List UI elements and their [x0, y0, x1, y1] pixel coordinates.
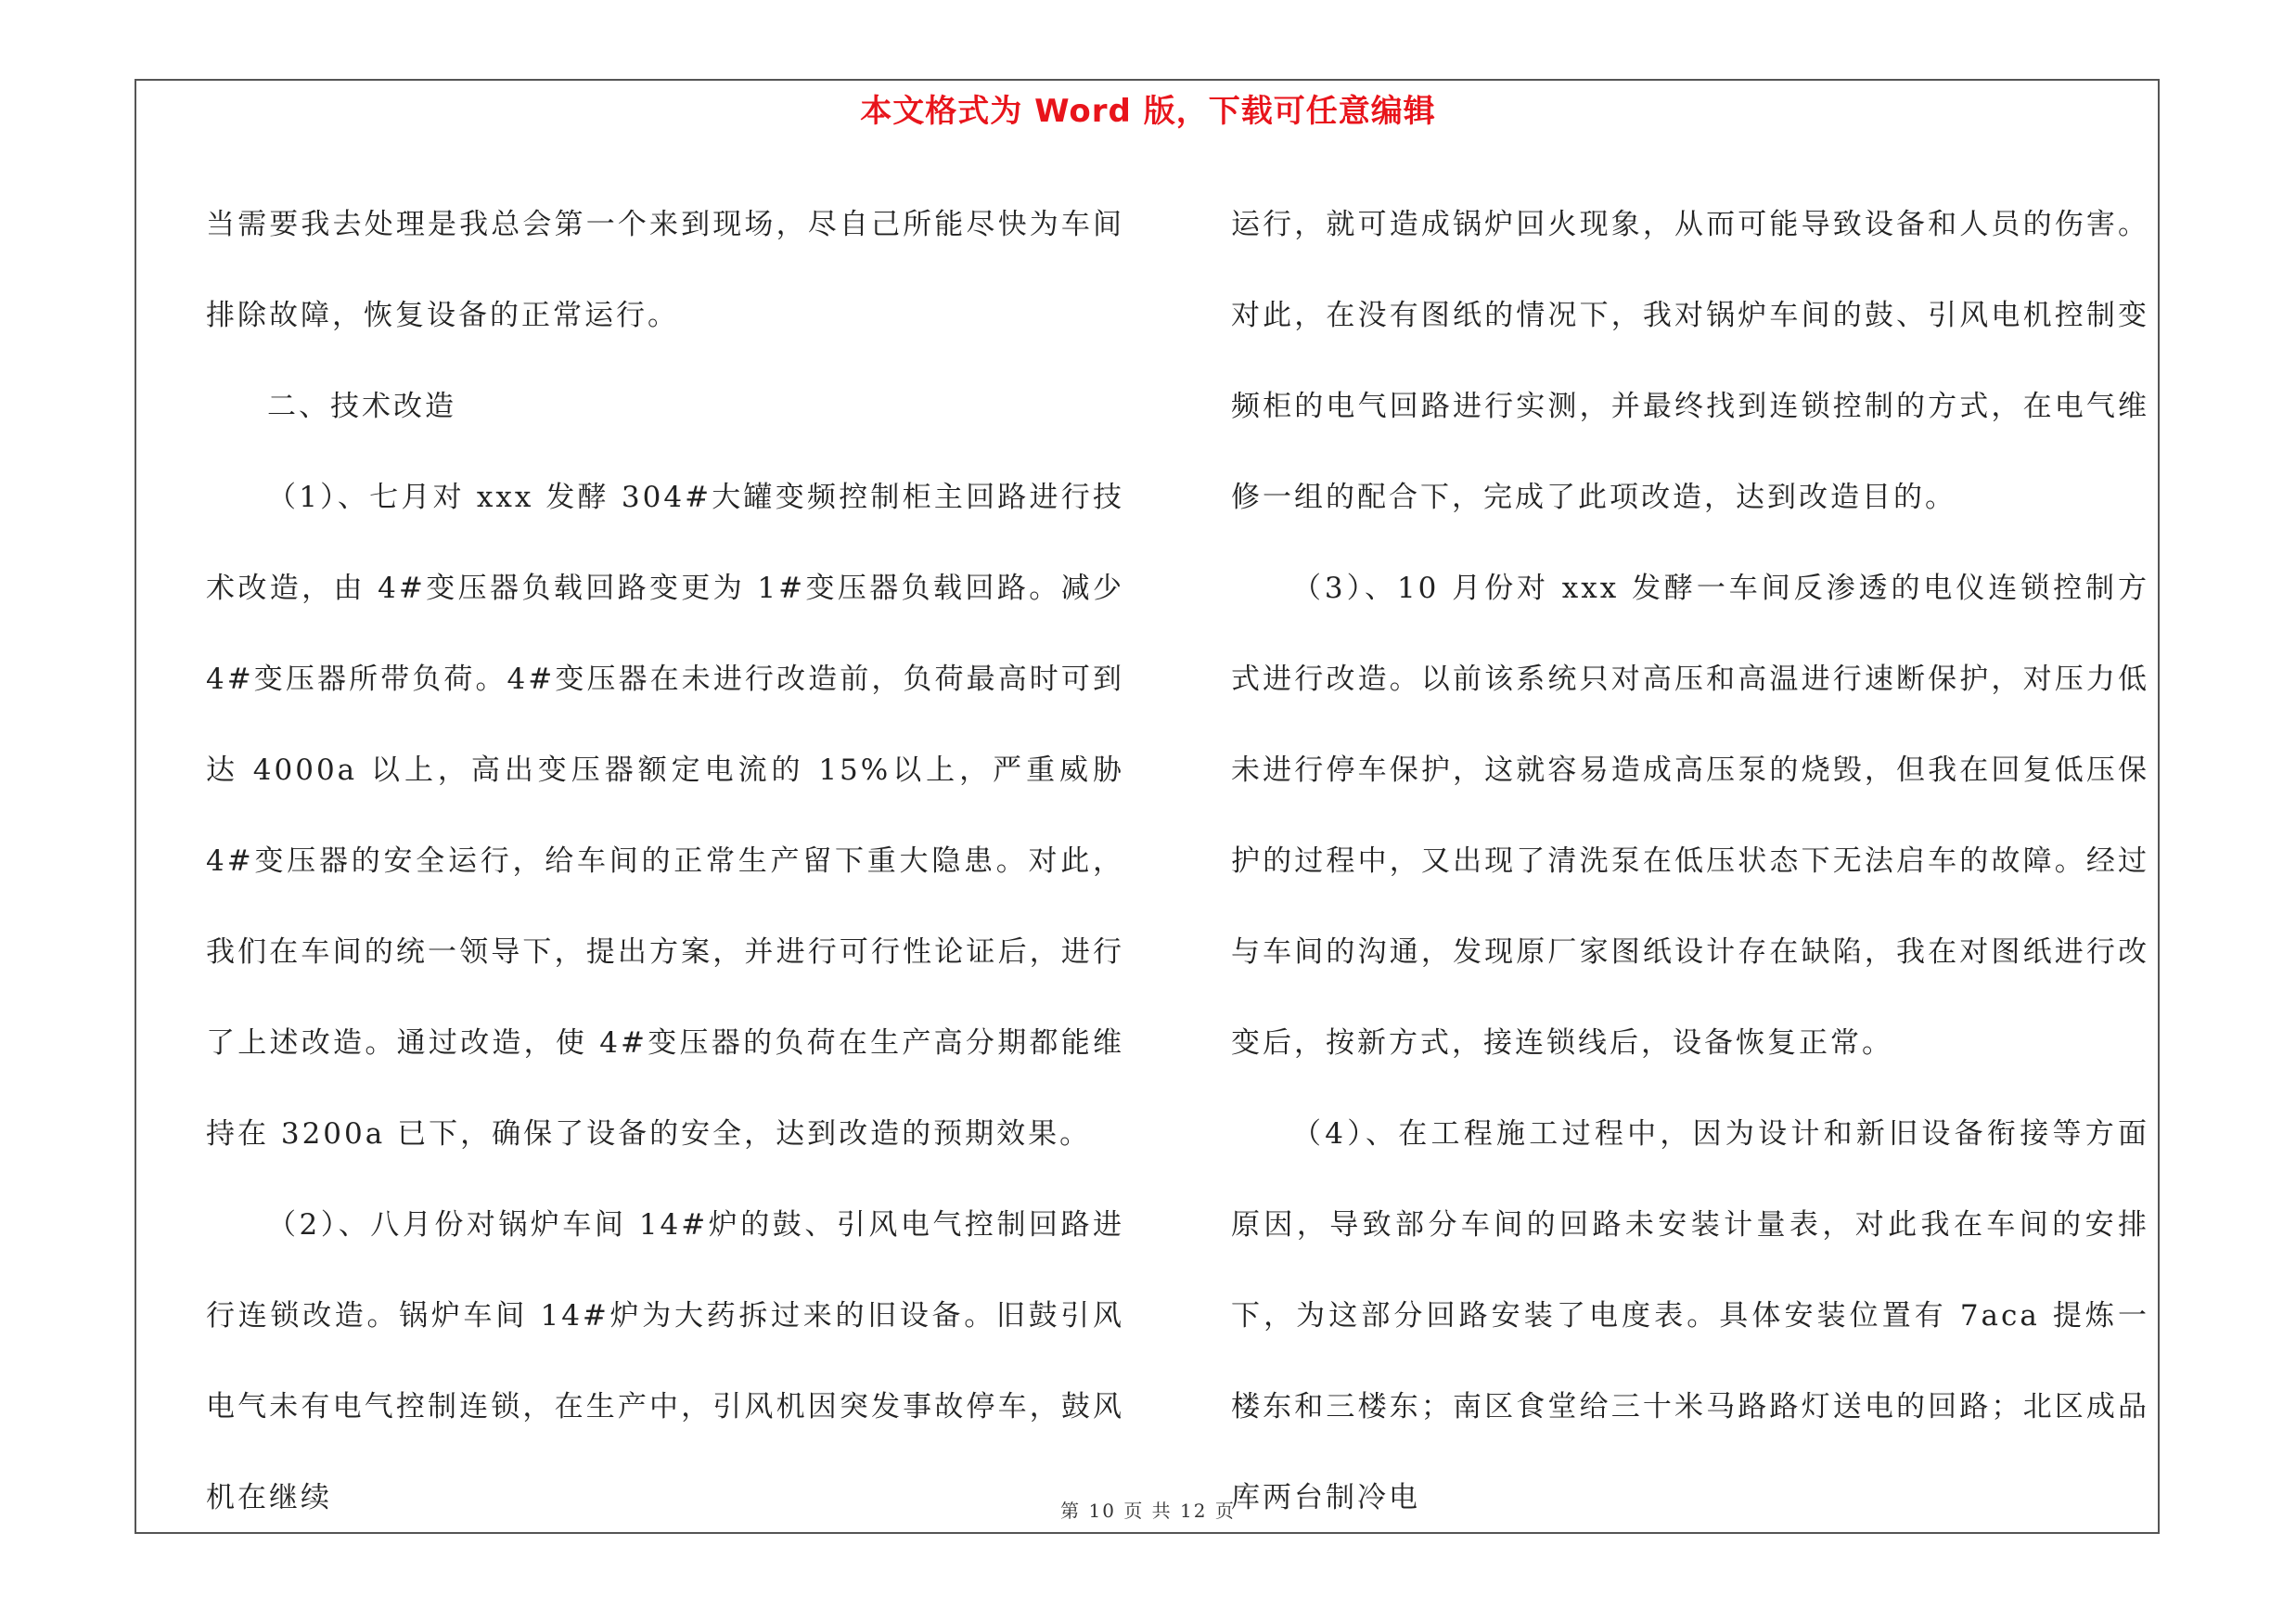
paragraph-continued: 当需要我去处理是我总会第一个来到现场，尽自己所能尽快为车间排除故障，恢复设备的正常运行。 [206, 208, 1124, 332]
page-number: 第 10 页 共 12 页 [1060, 1500, 1236, 1522]
right-column [1231, 179, 2149, 1543]
paragraph-continued-right: 运行，就可造成锅炉回火现象，从而可能导致设备和人员的伤害。对此，在没有图纸的情况下，我对锅炉车间的鼓、引风电机控制变频柜的电气回路进行实测，并最终找到连锁控制的方式，在电气维修一组的配合下，完成了此项改造，达到改造目的。 [1231, 208, 2149, 514]
paragraph-item-4: （4）、在工程施工过程中，因为设计和新旧设备衔接等方面原因，导致部分车间的回路未安装计量表，对此我在车间的安排下，为这部分回路安装了电度表。具体安装位置有 7aca 提炼一楼东和三楼东；南区食堂给三十米马路路灯送电的回路；北区成品库两台制冷电 [1231, 1117, 2149, 1514]
paragraph-item-2: （2）、八月份对锅炉车间 14#炉的鼓、引风电气控制回路进行连锁改造。锅炉车间 14#炉为大药拆过来的旧设备。旧鼓引风电气未有电气控制连锁，在生产中，引风机因突发事故停车，鼓风机在继续 [206, 1208, 1124, 1514]
section-heading: 二、技术改造 [267, 390, 456, 423]
paragraph-item-3: （3）、10 月份对 xxx 发酵一车间反渗透的电仪连锁控制方式进行改造。以前该系统只对高压和高温进行速断保护，对压力低未进行停车保护，这就容易造成高压泵的烧毁，但我在回复低压保护的过程中，又出现了清洗泵在低压状态下无法启车的故障。经过与车间的沟通，发现原厂家图纸设计存在缺陷，我在对图纸进行改变后，按新方式，接连锁线后，设备恢复正常。 [1231, 572, 2149, 1060]
format-banner: 本文格式为 Word 版，下载可任意编辑 [860, 93, 1436, 130]
paragraph-item-1: （1）、七月对 xxx 发酵 304#大罐变频控制柜主回路进行技术改造，由 4#变压器负载回路变更为 1#变压器负载回路。减少 4#变压器所带负荷。4#变压器在未进行改造前，负荷最高时可到达 4000a 以上，高出变压器额定电流的 15%以上，严重威胁 4#变压器的安全运行，给车间的正常生产留下重大隐患。对此，我们在车间的统一领导下，提出方案，并进行可行性论证后，进行了上述改造。通过改造，使 4#变压器的负荷在生产高分期都能维持在 3200a 已下，确保了设备的安全，达到改造的预期效果。 [206, 481, 1124, 1151]
left-column [206, 179, 1124, 1543]
